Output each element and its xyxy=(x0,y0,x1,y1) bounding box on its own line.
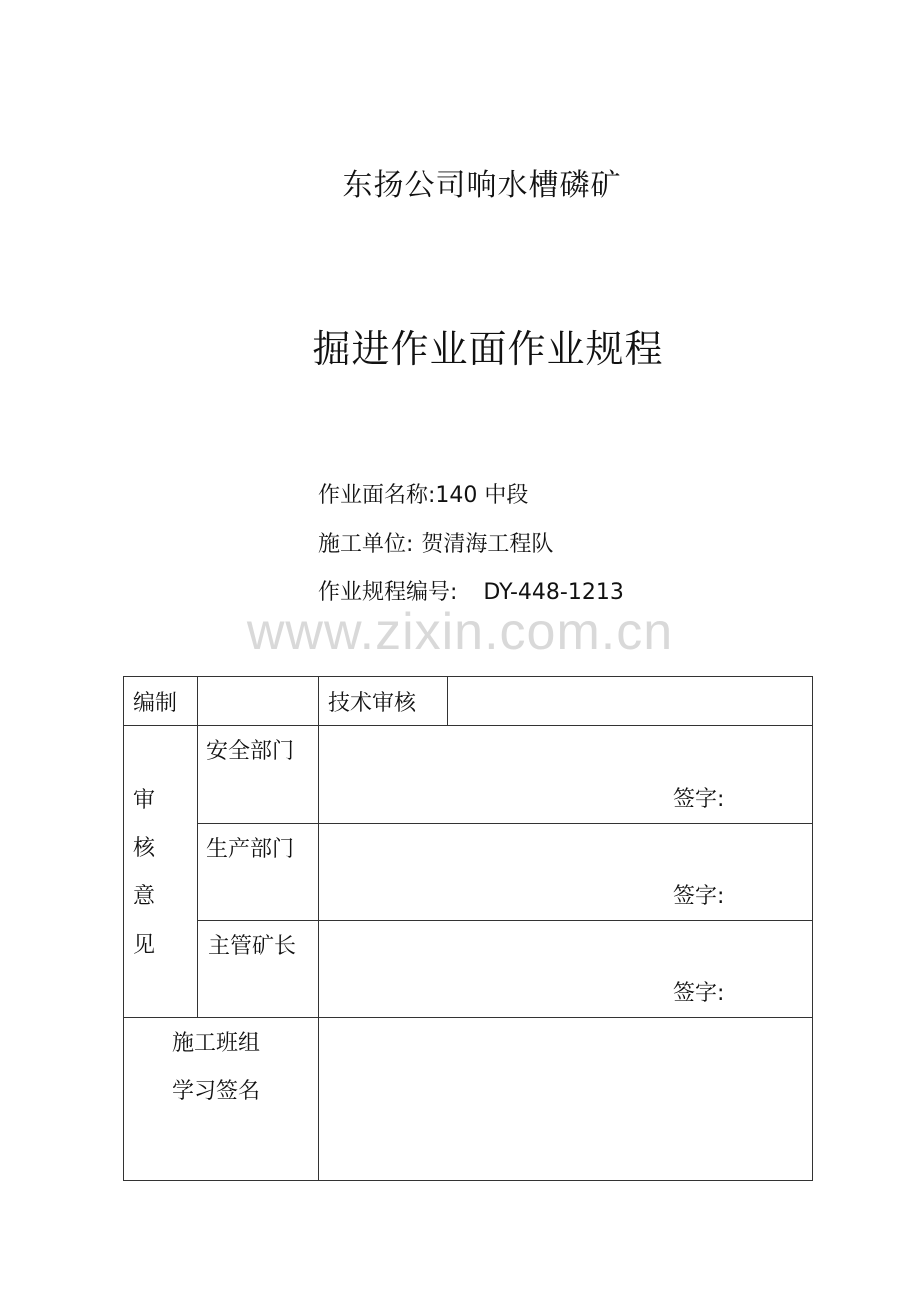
company-name: 东扬公司响水槽磷矿 xyxy=(342,168,622,203)
production-department-label: 生产部门 xyxy=(206,837,295,862)
safety-sign-label: 签字: xyxy=(673,787,725,812)
table-rule xyxy=(447,677,448,725)
unit-value: 贺清海工程队 xyxy=(421,532,554,557)
table-rule xyxy=(197,920,812,921)
review-opinion-char: 意 xyxy=(133,884,156,909)
workface-name-line xyxy=(318,478,528,509)
workface-value: 140 中段 xyxy=(435,483,529,508)
workface-label: 作业面名称: xyxy=(318,483,436,508)
construction-unit-line xyxy=(318,527,553,558)
review-opinion-char: 见 xyxy=(133,933,156,958)
code-label: 作业规程编号: xyxy=(318,580,458,605)
team-study-label-line1: 施工班组 xyxy=(172,1031,261,1056)
review-table xyxy=(123,676,813,1181)
table-rule xyxy=(197,677,198,1017)
manager-sign-label: 签字: xyxy=(673,981,725,1006)
code-value: DY-448-1213 xyxy=(483,580,624,605)
table-rule xyxy=(318,677,319,1180)
tech-review-label: 技术审核 xyxy=(328,691,417,716)
safety-department-label: 安全部门 xyxy=(206,739,295,764)
review-opinion-char: 审 xyxy=(133,788,156,813)
document-title: 掘进作业面作业规程 xyxy=(312,327,664,371)
table-rule xyxy=(124,1017,812,1018)
production-sign-label: 签字: xyxy=(673,884,725,909)
unit-label: 施工单位: xyxy=(318,532,414,557)
review-opinion-char: 核 xyxy=(133,836,156,861)
watermark: www.zixin.com.cn xyxy=(246,603,674,661)
compile-label: 编制 xyxy=(133,691,178,716)
team-study-label-line2: 学习签名 xyxy=(172,1079,261,1104)
mine-manager-label: 主管矿长 xyxy=(208,934,297,959)
table-rule xyxy=(197,823,812,824)
table-rule xyxy=(124,725,812,726)
